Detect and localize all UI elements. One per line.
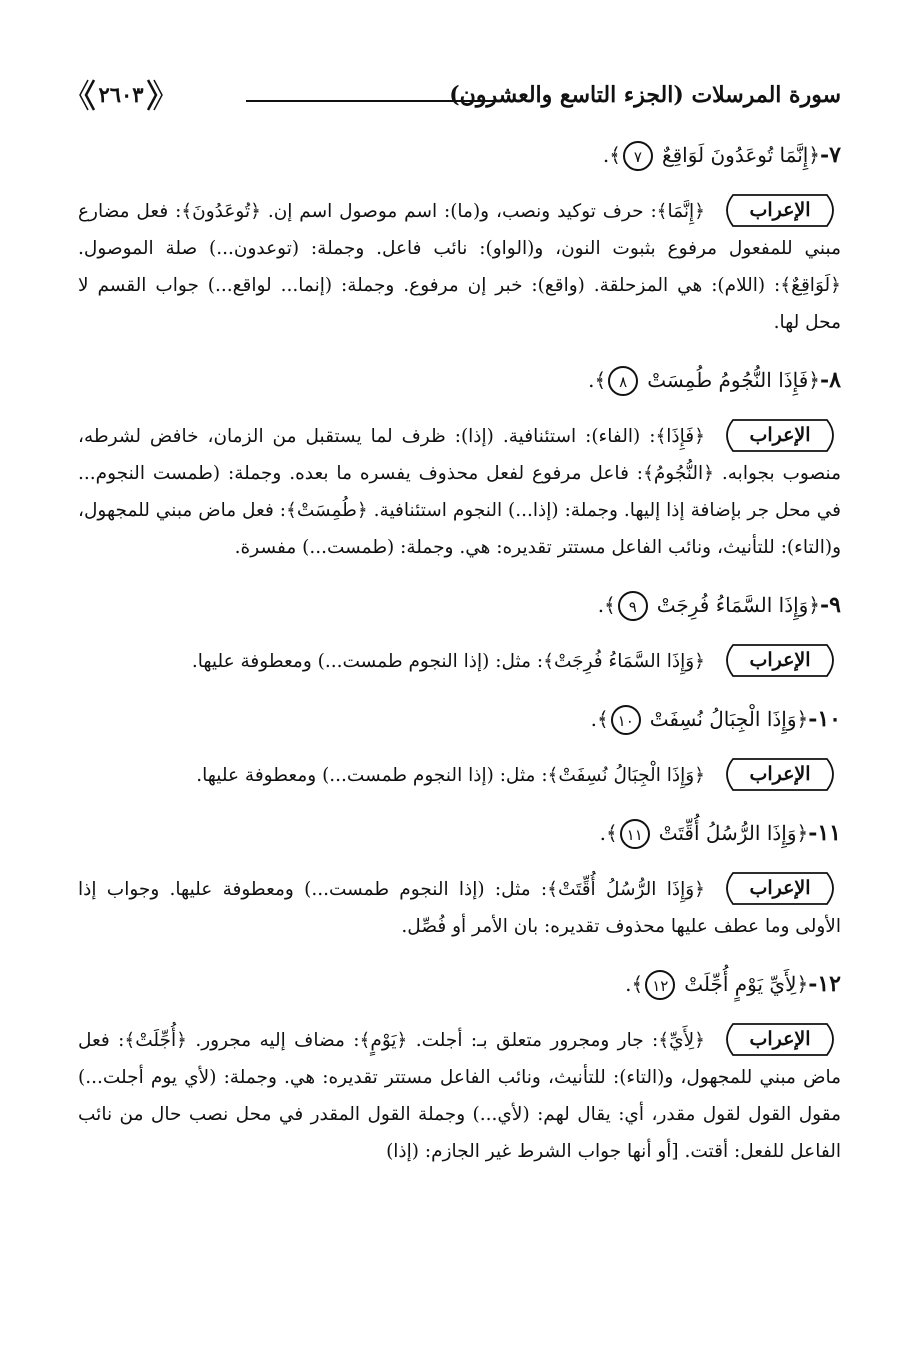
irab-paragraph-10 bbox=[78, 757, 841, 794]
verse-number: ٩- bbox=[820, 592, 841, 618]
irab-paragraph-12 bbox=[78, 1022, 841, 1170]
verse-8 bbox=[78, 363, 841, 398]
irab-text: ﴿وَإِذَا الْجِبَالُ نُسِفَتْ﴾: مثل: (إذا النجوم طمست...) ومعطوفة عليها. bbox=[196, 765, 705, 786]
verse-close: ﴾. bbox=[602, 143, 621, 167]
ayah-end-marker: ١١ bbox=[620, 819, 650, 849]
irab-label: الإعراب bbox=[749, 649, 811, 671]
verse-close: ﴾. bbox=[597, 593, 616, 617]
verse-number: ١٠- bbox=[808, 706, 841, 732]
verse-9 bbox=[78, 588, 841, 623]
irab-label-badge bbox=[719, 643, 841, 678]
irab-label-badge bbox=[719, 418, 841, 453]
verse-number: ١١- bbox=[808, 820, 841, 846]
irab-text: ﴿إِنَّمَا﴾: حرف توكيد ونصب، و(ما): اسم موصول اسم إن. ﴿تُوعَدُونَ﴾: فعل مضارع مبني للمفعول مرفوع بثبوت النون، و(الواو): نائب فاعل. وجملة: (توعدون...) صلة الموصول. ﴿لَوَاقِعٌ﴾: (اللام): هي المزحلقة. (واقع): خبر إن مرفوع. وجملة: (إنما... لواقع...) جواب القسم لا محل لها. bbox=[78, 201, 841, 333]
verse-12 bbox=[78, 967, 841, 1002]
commentary-body bbox=[78, 138, 841, 1192]
irab-label: الإعراب bbox=[749, 424, 811, 446]
verse-text: ﴿إِنَّمَا تُوعَدُونَ لَوَاقِعٌ bbox=[661, 143, 821, 167]
irab-text: ﴿لِأَيِّ﴾: جار ومجرور متعلق بـ: أجلت. ﴿يَوْمٍ﴾: مضاف إليه مجرور. ﴿أُجِّلَتْ﴾: فعل ماض مبني للمجهول، و(التاء): للتأنيث، ونائب الفاعل مستتر تقديره: هي. وجملة: (لأي يوم أجلت...) مقول القول لقول مقدر، أي: يقال لهم: (لأي...) وجملة القول المقدر في محل نصب حال من نائب الفاعل للفعل: أقتت. [أو أنها جواب الشرط غير الجازم: (إذا) bbox=[78, 1030, 841, 1162]
verse-close: ﴾. bbox=[590, 707, 609, 731]
irab-paragraph-9 bbox=[78, 643, 841, 680]
running-title: سورة المرسلات (الجزء التاسع والعشرون) bbox=[449, 82, 841, 108]
verse-text: ﴿فَإِذَا النُّجُومُ طُمِسَتْ bbox=[647, 368, 821, 392]
verse-number: ٨- bbox=[820, 367, 841, 393]
header-rule bbox=[246, 100, 501, 102]
page-number-frame bbox=[78, 78, 164, 112]
verse-text: ﴿وَإِذَا السَّمَاءُ فُرِجَتْ bbox=[656, 593, 821, 617]
ayah-end-marker: ١٠ bbox=[611, 705, 641, 735]
irab-text: ﴿فَإِذَا﴾: (الفاء): استئنافية. (إذا): ظرف لما يستقبل من الزمان، خافض لشرطه، منصوب بجوابه. ﴿النُّجُومُ﴾: فاعل مرفوع لفعل محذوف يفسره ما بعده. وجملة: (طمست النجوم... في محل جر بإضافة إذا إليها. وجملة: (إذا...) النجوم استئنافية. ﴿طُمِسَتْ﴾: فعل ماض مبني للمجهول، و(التاء): للتأنيث، ونائب الفاعل مستتر تقديره: هي. وجملة: (طمست...) مفسرة. bbox=[78, 426, 841, 558]
irab-label-badge bbox=[719, 871, 841, 906]
irab-label: الإعراب bbox=[749, 877, 811, 899]
irab-text: ﴿وَإِذَا السَّمَاءُ فُرِجَتْ﴾: مثل: (إذا النجوم طمست...) ومعطوفة عليها. bbox=[191, 651, 705, 672]
verse-close: ﴾. bbox=[588, 368, 607, 392]
irab-label: الإعراب bbox=[749, 1028, 811, 1050]
irab-label-badge bbox=[719, 1022, 841, 1057]
ayah-end-marker: ٨ bbox=[608, 366, 638, 396]
verse-11 bbox=[78, 816, 841, 851]
verse-10 bbox=[78, 702, 841, 737]
verse-close: ﴾. bbox=[599, 821, 618, 845]
irab-label-badge bbox=[719, 757, 841, 792]
ayah-end-marker: ٧ bbox=[623, 141, 653, 171]
irab-text: ﴿وَإِذَا الرُّسُلُ أُقِّتَتْ﴾: مثل: (إذا النجوم طمست...) ومعطوفة عليها. وجواب إذا الأولى وما عطف عليها محذوف تقديره: بان الأمر أو فُصِّل. bbox=[78, 879, 841, 937]
ayah-end-marker: ٩ bbox=[618, 591, 648, 621]
irab-paragraph-8 bbox=[78, 418, 841, 566]
verse-number: ١٢- bbox=[808, 971, 841, 997]
verse-close: ﴾. bbox=[625, 972, 644, 996]
irab-paragraph-7 bbox=[78, 193, 841, 341]
verse-text: ﴿لِأَيِّ يَوْمٍ أُجِّلَتْ bbox=[684, 972, 809, 996]
ayah-end-marker: ١٢ bbox=[645, 970, 675, 1000]
page-number: ٢٦٠٣ bbox=[98, 82, 144, 107]
verse-text: ﴿وَإِذَا الْجِبَالُ نُسِفَتْ bbox=[649, 707, 809, 731]
irab-label: الإعراب bbox=[749, 763, 811, 785]
verse-number: ٧- bbox=[820, 142, 841, 168]
irab-label: الإعراب bbox=[749, 199, 811, 221]
page-header bbox=[78, 78, 841, 118]
irab-label-badge bbox=[719, 193, 841, 228]
irab-paragraph-11 bbox=[78, 871, 841, 945]
verse-7 bbox=[78, 138, 841, 173]
verse-text: ﴿وَإِذَا الرُّسُلُ أُقِّتَتْ bbox=[658, 821, 809, 845]
